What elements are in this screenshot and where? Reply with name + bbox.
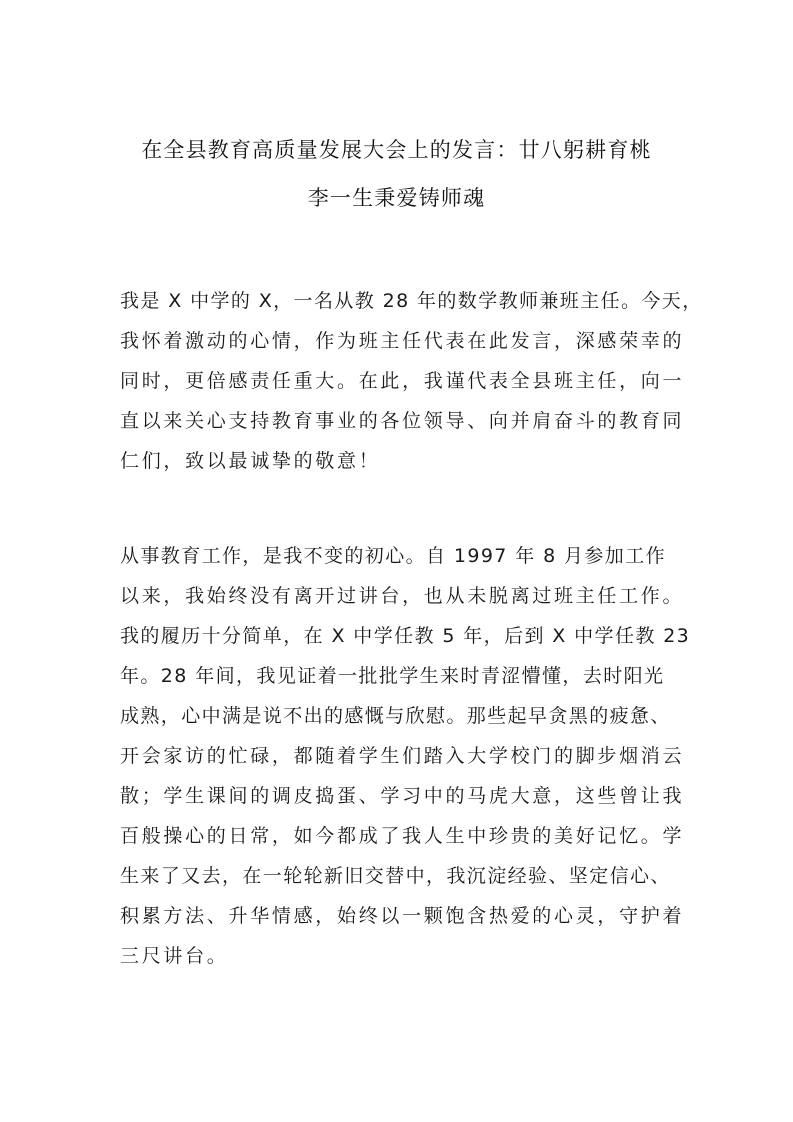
paragraph-line: 以来，我始终没有离开过讲台，也从未脱离过班主任工作。 xyxy=(120,585,685,607)
title-line-1: 在全县教育高质量发展大会上的发言：廿八躬耕育桃 xyxy=(141,138,652,162)
paragraph-line: 散；学生课间的调皮捣蛋、学习中的马虎大意，这些曾让我 xyxy=(120,785,685,807)
paragraph-line: 三尺讲台。 xyxy=(120,945,229,967)
paragraph-line: 成熟，心中满是说不出的感慨与欣慰。那些起早贪黑的疲惫、 xyxy=(120,705,671,727)
paragraph-line: 我是 X 中学的 X，一名从教 28 年的数学教师兼班主任。今天， xyxy=(120,290,703,312)
paragraph-line: 我怀着激动的心情，作为班主任代表在此发言，深感荣幸的 xyxy=(120,330,685,352)
paragraph-line: 积累方法、升华情感，始终以一颗饱含热爱的心灵，守护着 xyxy=(120,905,685,927)
paragraph-line: 年。28 年间，我见证着一批批学生来时青涩懵懂，去时阳光 xyxy=(120,665,665,687)
paragraph-line: 从事教育工作，是我不变的初心。自 1997 年 8 月参加工作 xyxy=(120,545,667,567)
paragraph-line: 生来了又去，在一轮轮新旧交替中，我沉淀经验、坚定信心、 xyxy=(120,865,671,887)
document-title xyxy=(110,126,683,222)
paragraph-line: 同时，更倍感责任重大。在此，我谨代表全县班主任，向一 xyxy=(120,370,685,392)
paragraph-1 xyxy=(120,281,703,481)
paragraph-line: 百般操心的日常，如今都成了我人生中珍贵的美好记忆。学 xyxy=(120,825,685,847)
paragraph-line: 仁们，致以最诚挚的敬意！ xyxy=(120,450,381,472)
paragraph-line: 我的履历十分简单，在 X 中学任教 5 年，后到 X 中学任教 23 xyxy=(120,625,691,647)
title-line-2: 李一生秉爱铸师魂 xyxy=(307,186,486,210)
paragraph-2 xyxy=(120,536,691,976)
paragraph-line: 开会家访的忙碌，都随着学生们踏入大学校门的脚步烟消云 xyxy=(120,745,685,767)
paragraph-line: 直以来关心支持教育事业的各位领导、向并肩奋斗的教育同 xyxy=(120,410,685,432)
